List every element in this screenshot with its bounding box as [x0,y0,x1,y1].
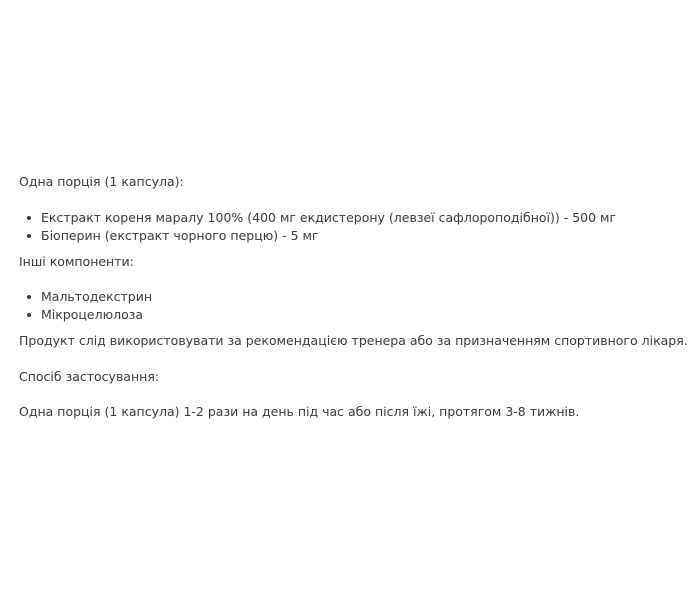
usage-heading: Спосіб застосування: [19,369,160,384]
other-components-list [19,288,152,324]
component-text: Мікроцелюлоза [41,307,144,322]
component-text: Мальтодекстрин [41,289,152,304]
bullet-icon [27,234,31,238]
recommendation-text: Продукт слід використовувати за рекомендацією тренера або за призначенням спортивного лікаря. [19,333,688,348]
serving-ingredients-list [19,209,616,245]
bullet-icon [27,295,31,299]
bullet-icon [27,313,31,317]
ingredient-text: Біоперин (екстракт чорного перцю) - 5 мг [41,228,319,243]
list-item [19,227,616,245]
ingredient-text: Екстракт кореня маралу 100% (400 мг екдистерону (левзеї сафлороподібної)) - 500 мг [41,210,617,225]
bullet-icon [27,216,31,220]
usage-text: Одна порція (1 капсула) 1-2 рази на день під час або після їжі, протягом 3-8 тижнів. [19,404,580,419]
list-item [19,306,152,324]
serving-heading: Одна порція (1 капсула): [19,174,184,189]
list-item [19,288,152,306]
list-item [19,209,616,227]
other-components-heading: Інші компоненти: [19,254,134,269]
